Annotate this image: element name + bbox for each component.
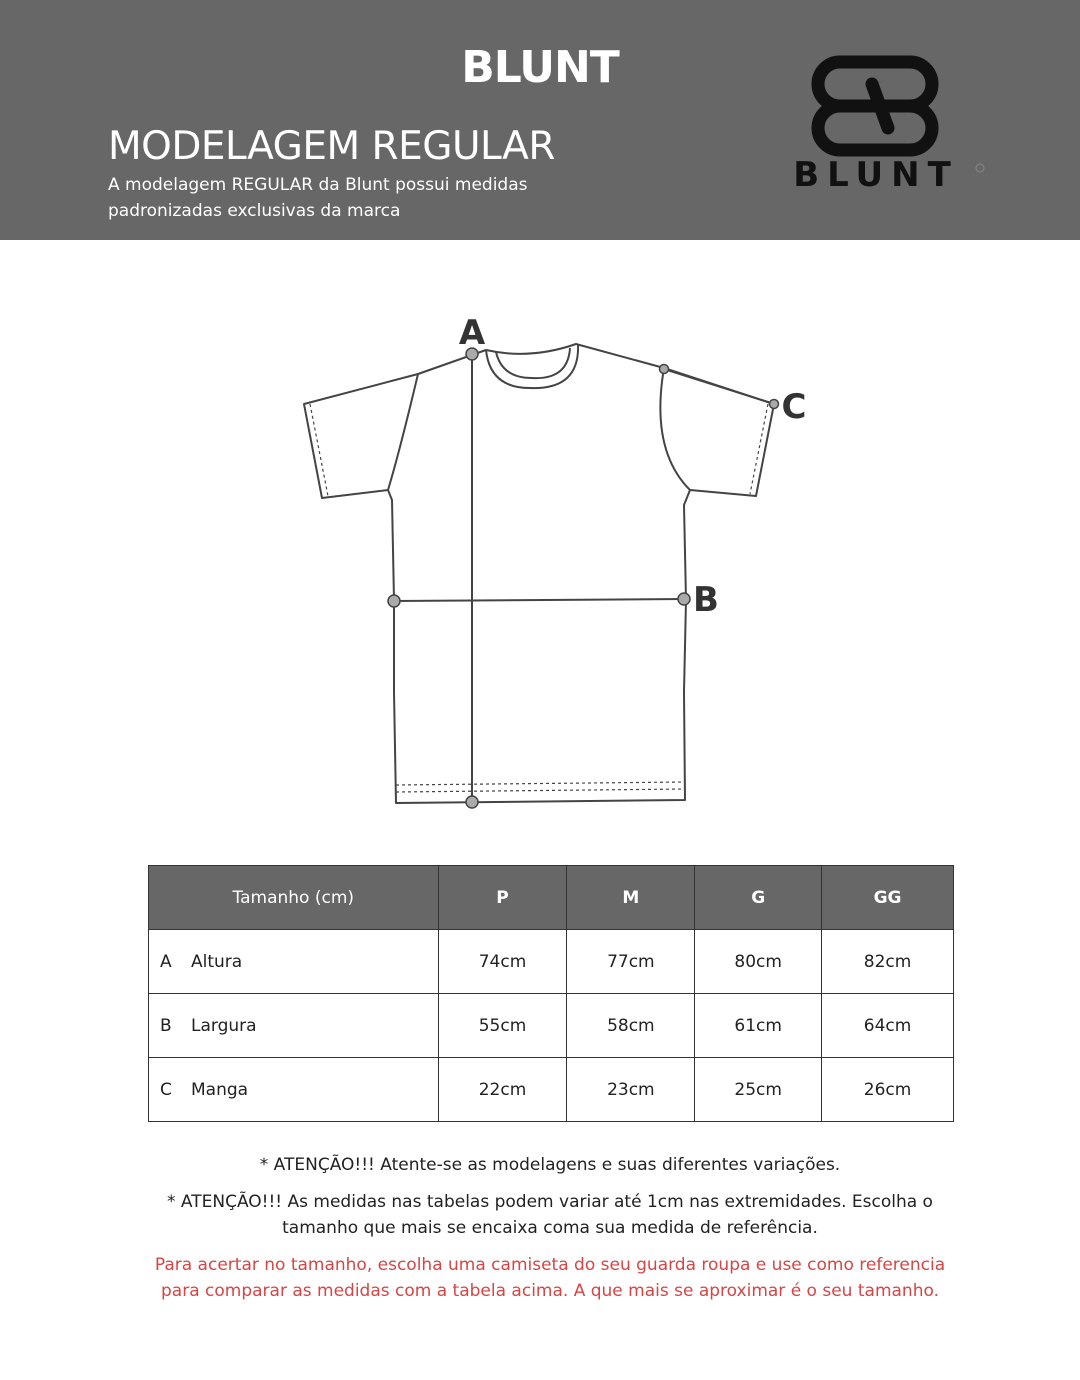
header-size-label: Tamanho (cm) <box>149 866 439 930</box>
table-cell: 80cm <box>695 930 822 994</box>
table-row <box>149 930 954 994</box>
row-letter: B <box>160 1015 172 1036</box>
table-header-row <box>149 866 954 930</box>
table-row <box>149 994 954 1058</box>
row-name: Manga <box>191 1079 249 1100</box>
size-table <box>148 865 954 1122</box>
row-name: Largura <box>191 1015 257 1036</box>
tshirt-measurement-diagram <box>280 300 820 820</box>
row-letter: A <box>160 951 172 972</box>
blunt-bb-logo-icon <box>768 44 990 194</box>
table-row <box>149 1058 954 1122</box>
logo-text: BLUNT <box>793 155 959 194</box>
header-size-m: M <box>567 866 695 930</box>
label-a: A <box>458 313 486 353</box>
table-cell: 64cm <box>822 994 954 1058</box>
table-cell: 61cm <box>695 994 822 1058</box>
row-label <box>149 930 439 994</box>
label-c: C <box>781 387 807 427</box>
attention-note-variations: * ATENÇÃO!!! Atente-se as modelagens e suas diferentes variações. <box>259 1155 841 1175</box>
header-size-g: G <box>695 866 822 930</box>
header-size-gg: GG <box>822 866 954 930</box>
sizing-tip-note: Para acertar no tamanho, escolha uma camiseta do seu guarda roupa e use como referencia para comparar as medidas com a tabela acima. A que mais se aproximar é o seu tamanho. <box>154 1255 946 1301</box>
table-cell: 26cm <box>822 1058 954 1122</box>
page-description: A modelagem REGULAR da Blunt possui medidas padronizadas exclusivas da marca <box>108 175 528 221</box>
header-size-p: P <box>438 866 567 930</box>
row-label <box>149 1058 439 1122</box>
table-cell: 22cm <box>438 1058 567 1122</box>
row-letter: C <box>160 1079 172 1100</box>
label-b: B <box>693 580 719 620</box>
measure-line-b <box>394 599 684 601</box>
table-cell: 82cm <box>822 930 954 994</box>
row-label <box>149 994 439 1058</box>
table-cell: 77cm <box>567 930 695 994</box>
row-name: Altura <box>191 951 243 972</box>
brand-title: BLUNT <box>461 42 619 93</box>
table-cell: 25cm <box>695 1058 822 1122</box>
table-cell: 58cm <box>567 994 695 1058</box>
attention-note-tolerance: * ATENÇÃO!!! As medidas nas tabelas podem variar até 1cm nas extremidades. Escolha o tamanho que mais se encaixa coma sua medida de referência. <box>167 1192 933 1238</box>
table-cell: 23cm <box>567 1058 695 1122</box>
header-banner <box>0 0 1080 240</box>
table-cell: 74cm <box>438 930 567 994</box>
table-cell: 55cm <box>438 994 567 1058</box>
notes-section <box>150 1152 950 1304</box>
measure-line-c <box>664 369 774 404</box>
page-title: MODELAGEM REGULAR <box>108 124 555 169</box>
